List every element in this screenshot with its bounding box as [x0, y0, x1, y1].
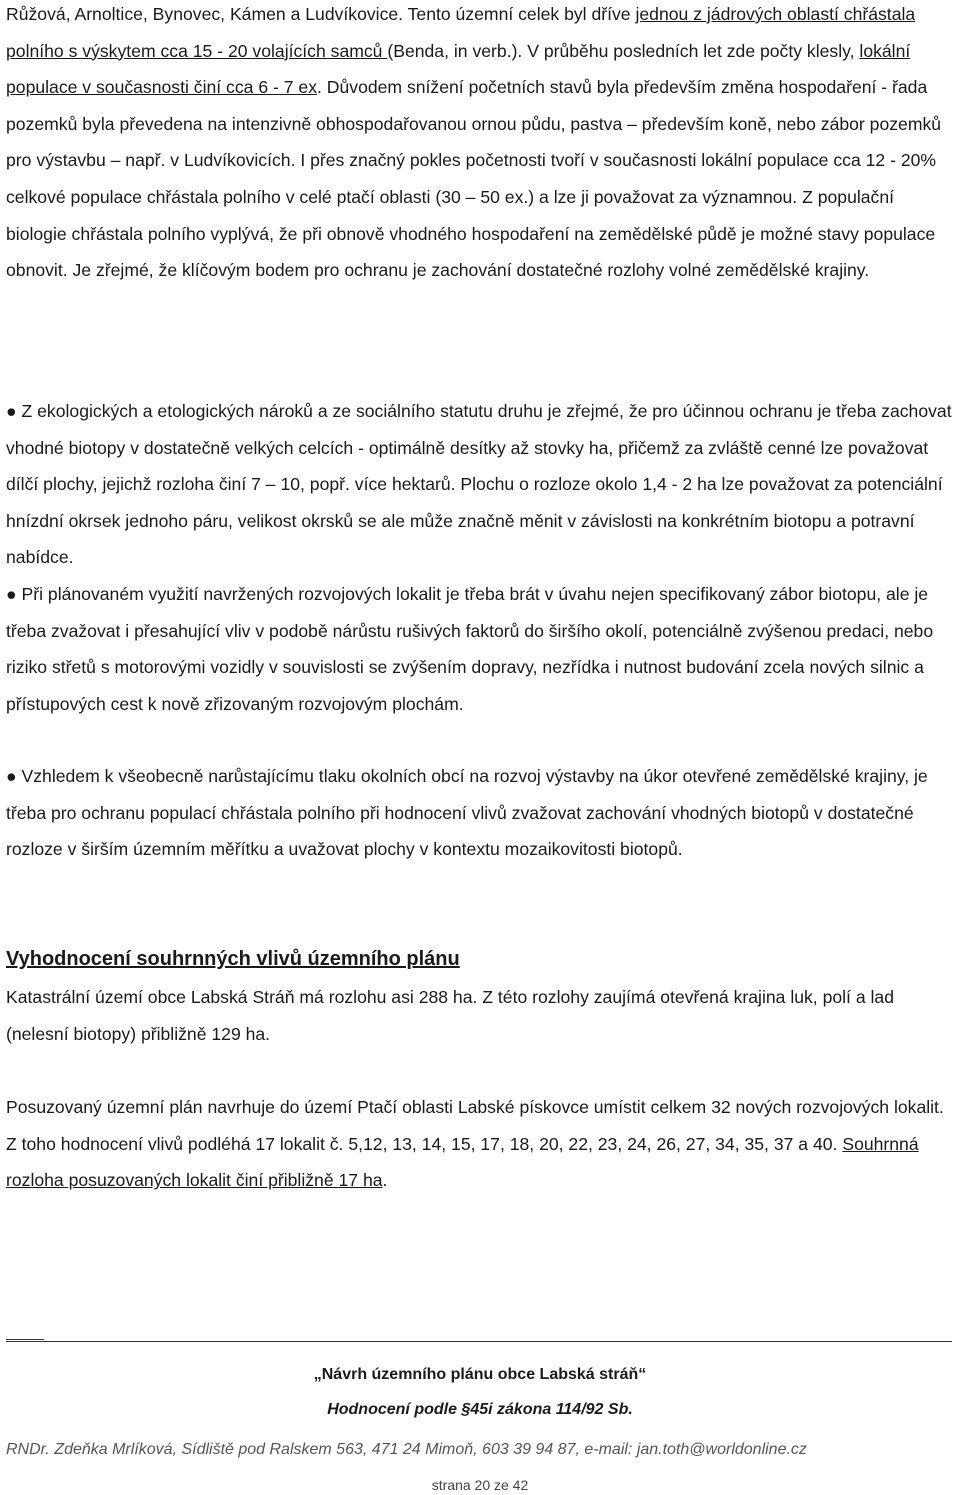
underlined-text-run: jednou z jádrových oblastí chřástala polního s výskytem cca 15 - 20 volajících samců — [6, 4, 916, 61]
text-run: Posuzovaný územní plán navrhuje do území Ptačí oblasti Labské pískovce umístit celkem 32 nových rozvojových lokalit. Z toho hodnocení vlivů podléhá 17 lokalit č. 5,12, 13, 14, 15, 17, 18, 20, 22, 23, 24, 26, 27, 34, 35, 37 a 40. — [6, 1097, 944, 1154]
bullet-paragraph-ecology: ● Z ekologických a etologických nároků a ze sociálního statutu druhu je zřejmé, že pro účinnou ochranu je třeba zachovat vhodné biotopy v dostatečně velkých celcích - optimálně desítky až stovky ha, přičemž za zvláště cenné lze považovat dílčí plochy, jejichž rozloha činí 7 – 10, popř. více hektarů. Plochu o rozloze okolo 1,4 - 2 ha lze považovat za potenciální hnízdní okrsek jednoho páru, velikost okrsků se ale může značně měnit v závislosti na konkrétním biotopu a potravní nabídce. — [6, 401, 952, 568]
footer-author-contact: RNDr. Zdeňka Mrlíková, Sídliště pod Ralskem 563, 471 24 Mimoň, 603 39 94 87, e-mail: jan.toth@worldonline.cz — [6, 1441, 807, 1458]
underlined-text-run: lokální populace v současnosti činí cca 6 - 7 ex — [6, 40, 911, 98]
footer-document-subtitle: Hodnocení podle §45i zákona 114/92 Sb. — [327, 1401, 633, 1418]
paragraph-cadastral-area: Katastrální území obce Labská Stráň má rozlohu asi 288 ha. Z této rozlohy zaujímá otevřená krajina luk, polí a lad (nelesní biotopy) přibližně 129 ha. — [6, 987, 894, 1044]
underlined-text-run: Souhrnná rozloha posuzovaných lokalit činí přibližně 17 ha — [6, 1133, 919, 1191]
paragraph-population-decline — [6, 0, 956, 289]
page-number: strana 20 ze 42 — [431, 1477, 529, 1493]
text-run: Růžová, Arnoltice, Bynovec, Kámen a Ludvíkovice. Tento územní celek byl dříve — [6, 4, 636, 24]
section-heading: Vyhodnocení souhrnných vlivů územního plánu — [6, 948, 460, 970]
footer-document-title: „Návrh územního plánu obce Labská stráň“ — [313, 1366, 647, 1383]
bullet-paragraph-development: ● Při plánovaném využití navržených rozvojových lokalit je třeba brát v úvahu nejen specifikovaný zábor biotopu, ale je třeba zvažovat i přesahující vliv v podobě nárůstu rušivých faktorů do širšího okolí, potenciálně zvýšenou predaci, nebo riziko střetů s motorovými vozidly v souvislosti se zvýšením dopravy, nezřídka i nutnost budování zcela nových silnic a přístupových cest k nově zřizovaným rozvojovým plochám. — [6, 584, 934, 714]
text-run: . Důvodem snížení početních stavů byla především změna hospodaření - řada pozemků byla převedena na intenzivně obhospodařovanou ornou půdu, pastva – především koně, nebo zábor pozemků pro výstavbu – např. v Ludvíkovicích. I přes značný pokles početnosti tvoří v současnosti lokální populace cca 12 - 20% celkové populace chřástala polního v celé ptačí oblasti (30 – 50 ex.) a lze ji považovat za významnou. Z populační biologie chřástala polního vyplývá, že při obnově vhodného hospodaření na zemědělské půdě je možné stavy populace obnovit. Je zřejmé, že klíčovým bodem pro ochranu je zachování dostatečné rozlohy volné zemědělské krajiny. — [6, 77, 942, 281]
text-run: (Benda, in verb.). V průběhu posledních let zde počty klesly, — [387, 40, 860, 61]
footer-divider-accent — [6, 1339, 44, 1340]
paragraph-development-localities — [6, 1089, 956, 1199]
footer-divider — [6, 1341, 952, 1342]
bullet-paragraph-landscape: ● Vzhledem k všeobecně narůstajícímu tlaku okolních obcí na rozvoj výstavby na úkor otevřené zemědělské krajiny, je třeba pro ochranu populací chřástala polního při hodnocení vlivů zvažovat zachování vhodných biotopů v dostatečné rozloze v širším územním měřítku a uvažovat plochy v kontextu mozaikovitosti biotopů. — [6, 766, 928, 860]
text-run: . — [382, 1170, 388, 1191]
